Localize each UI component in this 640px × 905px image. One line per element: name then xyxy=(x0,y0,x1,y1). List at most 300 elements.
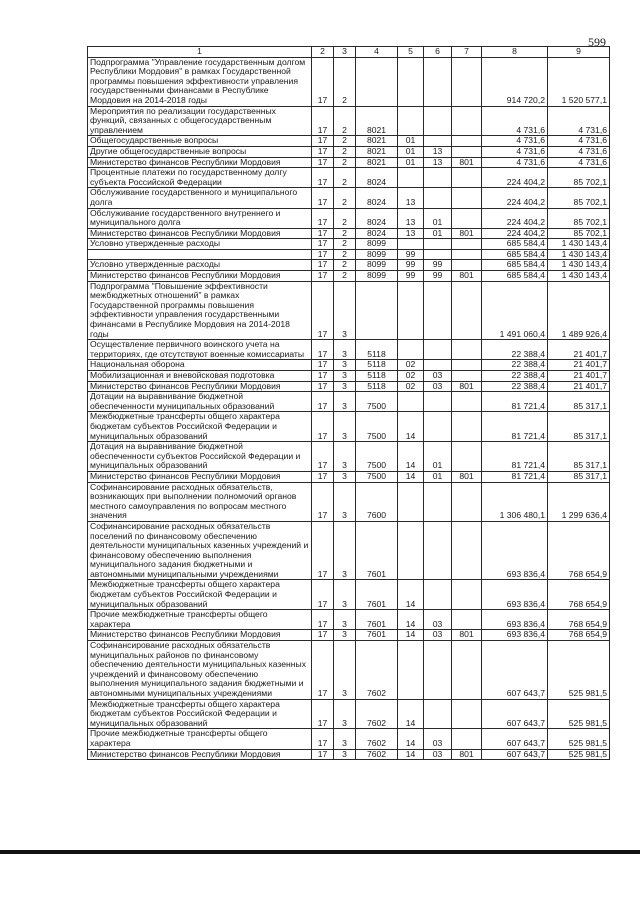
row-amount-8: 1 491 060,4 xyxy=(482,281,548,340)
row-col-4: 7601 xyxy=(356,521,398,580)
row-col-7 xyxy=(452,281,482,340)
row-amount-8: 685 584,4 xyxy=(482,260,548,271)
row-col-3: 2 xyxy=(334,136,356,147)
row-name: Министерство финансов Республики Мордовия xyxy=(88,271,312,282)
row-col-2: 17 xyxy=(312,188,334,208)
row-amount-9: 85 702,1 xyxy=(548,208,610,228)
table-row xyxy=(88,392,610,412)
row-amount-9: 768 654,9 xyxy=(548,630,610,641)
row-name: Процентные платежи по государственному долгу субъекта Российской Федерации xyxy=(88,168,312,188)
row-col-2: 17 xyxy=(312,239,334,250)
row-amount-9: 768 654,9 xyxy=(548,521,610,580)
row-col-3: 3 xyxy=(334,699,356,729)
row-col-3: 3 xyxy=(334,340,356,360)
row-col-5: 14 xyxy=(398,580,424,610)
row-col-4: 5118 xyxy=(356,360,398,371)
table-row xyxy=(88,641,610,700)
row-amount-9: 1 299 636,4 xyxy=(548,482,610,521)
row-col-7: 801 xyxy=(452,271,482,282)
row-col-7 xyxy=(452,239,482,250)
row-amount-9: 1 430 143,4 xyxy=(548,271,610,282)
row-col-2: 17 xyxy=(312,168,334,188)
row-name: Прочие межбюджетные трансферты общего характера xyxy=(88,610,312,630)
row-col-2: 17 xyxy=(312,521,334,580)
row-col-6 xyxy=(424,340,452,360)
row-amount-9: 21 401,7 xyxy=(548,381,610,392)
row-name: Межбюджетные трансферты общего характера бюджетам субъектов Российской Федерации и муниципальных образований xyxy=(88,580,312,610)
row-col-3: 3 xyxy=(334,392,356,412)
row-col-5: 14 xyxy=(398,471,424,482)
row-col-7 xyxy=(452,260,482,271)
row-col-2: 17 xyxy=(312,340,334,360)
row-name: Другие общегосударственные вопросы xyxy=(88,146,312,157)
row-name xyxy=(88,249,312,260)
row-col-6: 03 xyxy=(424,729,452,749)
row-col-7: 801 xyxy=(452,749,482,760)
row-col-6 xyxy=(424,521,452,580)
row-col-6: 03 xyxy=(424,371,452,382)
row-amount-8: 224 404,2 xyxy=(482,208,548,228)
row-col-4: 8021 xyxy=(356,106,398,136)
row-col-6 xyxy=(424,482,452,521)
row-amount-9: 768 654,9 xyxy=(548,610,610,630)
row-col-3: 3 xyxy=(334,412,356,442)
table-row xyxy=(88,360,610,371)
row-col-4: 8021 xyxy=(356,157,398,168)
row-amount-8: 914 720,2 xyxy=(482,57,548,106)
row-col-5: 14 xyxy=(398,630,424,641)
row-col-5: 99 xyxy=(398,271,424,282)
row-amount-8: 224 404,2 xyxy=(482,188,548,208)
table-row xyxy=(88,521,610,580)
row-name: Министерство финансов Республики Мордовия xyxy=(88,749,312,760)
row-col-5 xyxy=(398,340,424,360)
row-name: Условно утвержденные расходы xyxy=(88,260,312,271)
header-col-5: 5 xyxy=(398,47,424,58)
row-amount-9: 768 654,9 xyxy=(548,580,610,610)
row-col-6: 03 xyxy=(424,610,452,630)
row-col-5: 01 xyxy=(398,146,424,157)
row-col-3: 3 xyxy=(334,749,356,760)
row-col-2: 17 xyxy=(312,641,334,700)
row-col-2: 17 xyxy=(312,699,334,729)
row-col-3: 2 xyxy=(334,146,356,157)
row-amount-9: 1 489 926,4 xyxy=(548,281,610,340)
row-col-5: 14 xyxy=(398,442,424,472)
row-amount-9: 525 981,5 xyxy=(548,749,610,760)
row-col-4: 8024 xyxy=(356,228,398,239)
row-col-2: 17 xyxy=(312,371,334,382)
row-col-2: 17 xyxy=(312,630,334,641)
row-col-7 xyxy=(452,136,482,147)
row-name: Дотация на выравнивание бюджетной обеспеченности субъектов Российской Федерации и муниципальных образований xyxy=(88,442,312,472)
row-amount-9: 85 317,1 xyxy=(548,471,610,482)
header-col-3: 3 xyxy=(334,47,356,58)
row-amount-8: 4 731,6 xyxy=(482,146,548,157)
row-col-4: 7602 xyxy=(356,699,398,729)
row-col-7 xyxy=(452,208,482,228)
row-col-7 xyxy=(452,168,482,188)
row-amount-8: 685 584,4 xyxy=(482,249,548,260)
row-amount-8: 693 836,4 xyxy=(482,580,548,610)
row-amount-8: 607 643,7 xyxy=(482,749,548,760)
row-col-2: 17 xyxy=(312,580,334,610)
row-amount-8: 607 643,7 xyxy=(482,729,548,749)
row-col-5: 02 xyxy=(398,381,424,392)
row-amount-8: 22 388,4 xyxy=(482,340,548,360)
row-amount-8: 4 731,6 xyxy=(482,157,548,168)
row-name: Подпрограмма "Повышение эффективности межбюджетных отношений" в рамках Государственной программы повышения эффективности управления государственными финансами в Республике Мордовия на 2014-2018 годы xyxy=(88,281,312,340)
row-col-2: 17 xyxy=(312,281,334,340)
row-col-4: 5118 xyxy=(356,340,398,360)
header-row xyxy=(88,47,610,58)
row-amount-8: 693 836,4 xyxy=(482,630,548,641)
row-amount-8: 685 584,4 xyxy=(482,239,548,250)
row-col-6: 99 xyxy=(424,271,452,282)
row-name: Министерство финансов Республики Мордовия xyxy=(88,228,312,239)
row-col-3: 2 xyxy=(334,188,356,208)
row-name: Мобилизационная и вневойсковая подготовка xyxy=(88,371,312,382)
row-col-4: 8024 xyxy=(356,208,398,228)
row-col-2: 17 xyxy=(312,228,334,239)
row-col-3: 3 xyxy=(334,580,356,610)
row-col-3: 3 xyxy=(334,729,356,749)
row-col-5 xyxy=(398,168,424,188)
row-amount-8: 81 721,4 xyxy=(482,442,548,472)
row-col-7 xyxy=(452,442,482,472)
row-col-4: 7500 xyxy=(356,442,398,472)
table-row xyxy=(88,271,610,282)
row-col-4: 8099 xyxy=(356,249,398,260)
header-col-7: 7 xyxy=(452,47,482,58)
row-col-3: 2 xyxy=(334,260,356,271)
row-col-4: 7601 xyxy=(356,630,398,641)
table-row xyxy=(88,371,610,382)
row-amount-8: 224 404,2 xyxy=(482,228,548,239)
row-amount-9: 4 731,6 xyxy=(548,106,610,136)
row-col-2: 17 xyxy=(312,381,334,392)
row-amount-9: 525 981,5 xyxy=(548,699,610,729)
row-col-4: 5118 xyxy=(356,371,398,382)
row-col-6 xyxy=(424,249,452,260)
table-row xyxy=(88,381,610,392)
row-col-5: 99 xyxy=(398,260,424,271)
row-col-3: 3 xyxy=(334,471,356,482)
row-col-5 xyxy=(398,521,424,580)
row-name: Министерство финансов Республики Мордовия xyxy=(88,630,312,641)
row-col-3: 2 xyxy=(334,106,356,136)
header-col-1: 1 xyxy=(88,47,312,58)
header-col-9: 9 xyxy=(548,47,610,58)
row-amount-8: 1 306 480,1 xyxy=(482,482,548,521)
row-col-6: 03 xyxy=(424,630,452,641)
table-row xyxy=(88,630,610,641)
row-col-4: 8024 xyxy=(356,188,398,208)
row-col-2: 17 xyxy=(312,412,334,442)
row-col-7 xyxy=(452,729,482,749)
row-col-5: 14 xyxy=(398,610,424,630)
row-col-7 xyxy=(452,482,482,521)
row-col-5: 01 xyxy=(398,136,424,147)
row-amount-9: 1 430 143,4 xyxy=(548,249,610,260)
row-col-5: 13 xyxy=(398,208,424,228)
row-col-7 xyxy=(452,188,482,208)
row-col-2: 17 xyxy=(312,442,334,472)
row-col-4: 7601 xyxy=(356,610,398,630)
row-col-6: 99 xyxy=(424,260,452,271)
row-col-2: 17 xyxy=(312,136,334,147)
row-name: Прочие межбюджетные трансферты общего характера xyxy=(88,729,312,749)
row-amount-9: 85 702,1 xyxy=(548,188,610,208)
row-col-7 xyxy=(452,340,482,360)
row-col-6 xyxy=(424,641,452,700)
row-name: Межбюджетные трансферты общего характера бюджетам субъектов Российской Федерации и муниципальных образований xyxy=(88,699,312,729)
row-col-4: 7602 xyxy=(356,641,398,700)
row-col-3: 3 xyxy=(334,381,356,392)
table-row xyxy=(88,228,610,239)
row-col-6 xyxy=(424,699,452,729)
row-col-5: 02 xyxy=(398,371,424,382)
table-row xyxy=(88,471,610,482)
row-col-5 xyxy=(398,239,424,250)
table-row xyxy=(88,281,610,340)
row-amount-8: 693 836,4 xyxy=(482,521,548,580)
row-col-7 xyxy=(452,371,482,382)
row-amount-9: 85 317,1 xyxy=(548,442,610,472)
row-amount-8: 607 643,7 xyxy=(482,699,548,729)
row-col-6: 03 xyxy=(424,381,452,392)
row-amount-8: 81 721,4 xyxy=(482,471,548,482)
row-col-7 xyxy=(452,580,482,610)
row-col-4: 8099 xyxy=(356,271,398,282)
page-number: 599 xyxy=(588,35,606,49)
row-amount-8: 22 388,4 xyxy=(482,371,548,382)
row-col-6 xyxy=(424,360,452,371)
row-col-6 xyxy=(424,412,452,442)
row-amount-9: 1 430 143,4 xyxy=(548,239,610,250)
row-col-2: 17 xyxy=(312,57,334,106)
row-col-7 xyxy=(452,641,482,700)
row-col-3: 3 xyxy=(334,360,356,371)
row-col-4: 7602 xyxy=(356,729,398,749)
row-amount-9: 21 401,7 xyxy=(548,340,610,360)
row-col-6 xyxy=(424,168,452,188)
row-col-6: 03 xyxy=(424,749,452,760)
row-col-5 xyxy=(398,57,424,106)
row-col-7 xyxy=(452,521,482,580)
row-col-7 xyxy=(452,360,482,371)
row-col-6 xyxy=(424,392,452,412)
row-col-4: 5118 xyxy=(356,381,398,392)
row-name: Общегосударственные вопросы xyxy=(88,136,312,147)
row-col-6 xyxy=(424,580,452,610)
row-col-7 xyxy=(452,412,482,442)
row-col-5: 13 xyxy=(398,188,424,208)
table-row xyxy=(88,168,610,188)
row-amount-8: 81 721,4 xyxy=(482,412,548,442)
row-name: Межбюджетные трансферты общего характера бюджетам субъектов Российской Федерации и муниципальных образований xyxy=(88,412,312,442)
row-name: Министерство финансов Республики Мордовия xyxy=(88,471,312,482)
row-name: Осуществление первичного воинского учета на территориях, где отсутствуют военные комиссариаты xyxy=(88,340,312,360)
row-amount-9: 525 981,5 xyxy=(548,641,610,700)
row-amount-9: 85 702,1 xyxy=(548,168,610,188)
row-amount-8: 685 584,4 xyxy=(482,271,548,282)
bottom-rule xyxy=(0,850,640,854)
table-row xyxy=(88,239,610,250)
row-col-4 xyxy=(356,281,398,340)
row-col-7 xyxy=(452,146,482,157)
row-col-2: 17 xyxy=(312,260,334,271)
row-col-5: 14 xyxy=(398,699,424,729)
table-row xyxy=(88,699,610,729)
row-col-6: 01 xyxy=(424,208,452,228)
row-col-3: 3 xyxy=(334,610,356,630)
row-name: Министерство финансов Республики Мордовия xyxy=(88,381,312,392)
row-amount-8: 22 388,4 xyxy=(482,360,548,371)
header-col-2: 2 xyxy=(312,47,334,58)
row-col-6: 01 xyxy=(424,228,452,239)
row-amount-9: 21 401,7 xyxy=(548,371,610,382)
row-amount-9: 4 731,6 xyxy=(548,136,610,147)
row-amount-9: 1 520 577,1 xyxy=(548,57,610,106)
row-col-2: 17 xyxy=(312,271,334,282)
row-col-6 xyxy=(424,136,452,147)
row-col-5: 13 xyxy=(398,228,424,239)
row-col-6: 13 xyxy=(424,157,452,168)
row-amount-8: 81 721,4 xyxy=(482,392,548,412)
table-row xyxy=(88,208,610,228)
row-col-3: 2 xyxy=(334,239,356,250)
row-amount-8: 693 836,4 xyxy=(482,610,548,630)
row-name: Национальная оборона xyxy=(88,360,312,371)
row-col-5 xyxy=(398,281,424,340)
row-col-4: 8021 xyxy=(356,146,398,157)
row-col-2: 17 xyxy=(312,610,334,630)
row-col-7: 801 xyxy=(452,471,482,482)
table-row xyxy=(88,482,610,521)
row-col-7 xyxy=(452,249,482,260)
row-col-2: 17 xyxy=(312,146,334,157)
row-amount-9: 4 731,6 xyxy=(548,146,610,157)
row-name: Обслуживание государственного внутреннего и муниципального долга xyxy=(88,208,312,228)
table-row xyxy=(88,340,610,360)
row-col-2: 17 xyxy=(312,360,334,371)
row-name: Обслуживание государственного и муниципального долга xyxy=(88,188,312,208)
row-col-5 xyxy=(398,106,424,136)
row-col-7 xyxy=(452,699,482,729)
budget-table xyxy=(87,46,610,760)
row-col-7: 801 xyxy=(452,228,482,239)
table-row xyxy=(88,57,610,106)
row-col-4: 8099 xyxy=(356,239,398,250)
row-col-3: 3 xyxy=(334,641,356,700)
row-col-2: 17 xyxy=(312,749,334,760)
header-col-8: 8 xyxy=(482,47,548,58)
row-col-7 xyxy=(452,57,482,106)
row-col-2: 17 xyxy=(312,249,334,260)
table-row xyxy=(88,580,610,610)
table-row xyxy=(88,188,610,208)
row-col-7 xyxy=(452,610,482,630)
table-row xyxy=(88,442,610,472)
row-col-2: 17 xyxy=(312,208,334,228)
table-row xyxy=(88,249,610,260)
table-row xyxy=(88,106,610,136)
row-col-3: 3 xyxy=(334,371,356,382)
row-name: Министерство финансов Республики Мордовия xyxy=(88,157,312,168)
row-col-3: 3 xyxy=(334,630,356,641)
row-col-3: 2 xyxy=(334,271,356,282)
header-col-4: 4 xyxy=(356,47,398,58)
row-col-2: 17 xyxy=(312,729,334,749)
table-row xyxy=(88,260,610,271)
row-amount-8: 607 643,7 xyxy=(482,641,548,700)
row-name: Софинансирование расходных обязательств муниципальных районов по финансовому обеспечению деятельности муниципальных казенных учреждений и финансовому обеспечению выполнения муниципального задания бюджетными и автономными муниципальных учреждениями xyxy=(88,641,312,700)
row-col-3: 2 xyxy=(334,57,356,106)
row-col-6 xyxy=(424,106,452,136)
row-col-6 xyxy=(424,57,452,106)
row-col-4: 8021 xyxy=(356,136,398,147)
row-col-6: 13 xyxy=(424,146,452,157)
row-col-2: 17 xyxy=(312,106,334,136)
row-col-5: 01 xyxy=(398,157,424,168)
row-col-7 xyxy=(452,392,482,412)
row-col-7: 801 xyxy=(452,630,482,641)
row-col-5 xyxy=(398,482,424,521)
row-col-3: 3 xyxy=(334,482,356,521)
row-col-3: 3 xyxy=(334,281,356,340)
row-col-3: 2 xyxy=(334,249,356,260)
row-col-2: 17 xyxy=(312,482,334,521)
row-col-6 xyxy=(424,281,452,340)
row-col-2: 17 xyxy=(312,157,334,168)
table-row xyxy=(88,146,610,157)
row-col-7 xyxy=(452,106,482,136)
header-col-6: 6 xyxy=(424,47,452,58)
row-amount-8: 22 388,4 xyxy=(482,381,548,392)
row-col-2: 17 xyxy=(312,471,334,482)
row-col-2: 17 xyxy=(312,392,334,412)
row-col-3: 2 xyxy=(334,228,356,239)
row-col-3: 3 xyxy=(334,521,356,580)
row-col-6 xyxy=(424,188,452,208)
row-col-5: 14 xyxy=(398,749,424,760)
row-name: Условно утвержденные расходы xyxy=(88,239,312,250)
row-col-6 xyxy=(424,239,452,250)
table-row xyxy=(88,729,610,749)
row-amount-9: 4 731,6 xyxy=(548,157,610,168)
row-col-5: 99 xyxy=(398,249,424,260)
row-name: Софинансирование расходных обязательств поселений по финансовому обеспечению деятельности муниципальных казенных учреждений и финансовому обеспечению выполнения муниципального задания бюджетными и автономными муниципальными учреждениями xyxy=(88,521,312,580)
row-name: Дотации на выравнивание бюджетной обеспеченности муниципальных образований xyxy=(88,392,312,412)
row-amount-9: 85 317,1 xyxy=(548,412,610,442)
row-name: Мероприятия по реализации государственных функций, связанных с общегосударственным управлением xyxy=(88,106,312,136)
row-col-6: 01 xyxy=(424,471,452,482)
row-amount-9: 1 430 143,4 xyxy=(548,260,610,271)
row-name: Софинансирование расходных обязательств, возникающих при выполнении полномочий органов местного самоуправления по вопросам местного значения xyxy=(88,482,312,521)
row-amount-8: 224 404,2 xyxy=(482,168,548,188)
row-col-7: 801 xyxy=(452,381,482,392)
row-col-5 xyxy=(398,392,424,412)
row-col-7: 801 xyxy=(452,157,482,168)
row-col-4: 8024 xyxy=(356,168,398,188)
row-col-5 xyxy=(398,641,424,700)
row-col-4: 7500 xyxy=(356,392,398,412)
row-col-4: 8099 xyxy=(356,260,398,271)
row-amount-8: 4 731,6 xyxy=(482,106,548,136)
row-col-3: 2 xyxy=(334,157,356,168)
row-col-5: 02 xyxy=(398,360,424,371)
